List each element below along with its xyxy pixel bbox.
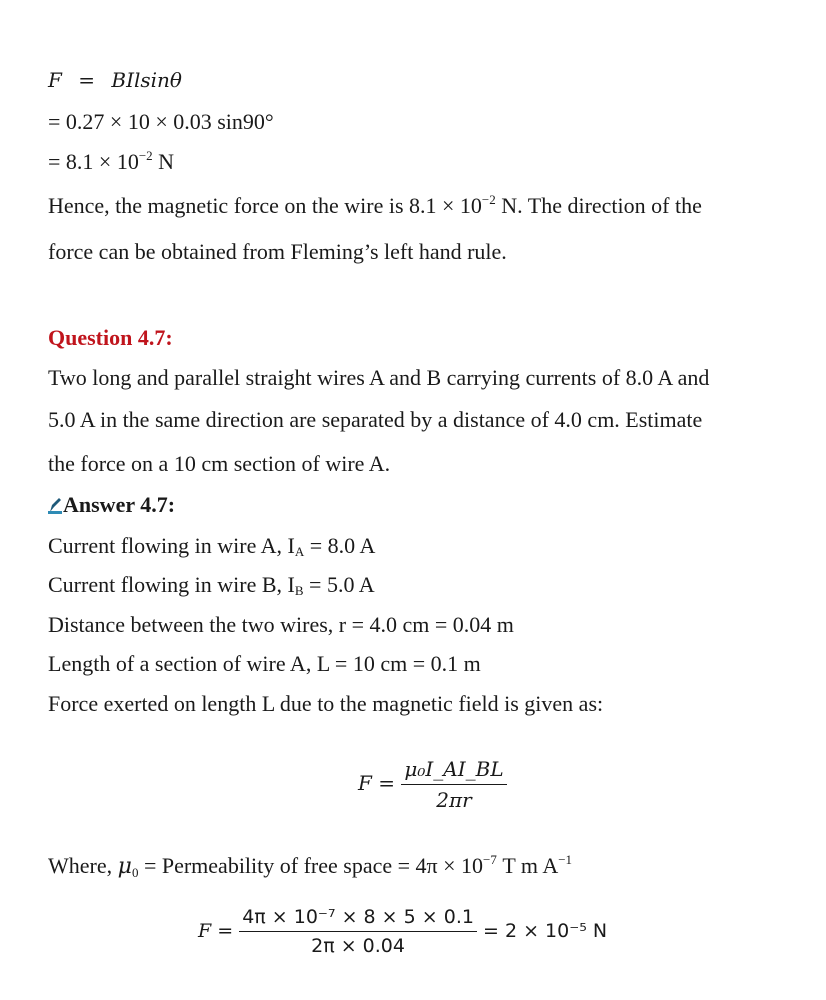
current-a-sub: A [294,544,305,559]
where-prefix: Where, [48,853,118,878]
question-line-1: Two long and parallel straight wires A and B carrying currents of 8.0 A and [48,365,710,390]
where-exp-1: −7 [483,852,497,867]
calc-numerator: 4π × 10⁻⁷ × 8 × 5 × 0.1 [242,906,474,928]
fraction-numerator: μ₀I_AI_BL [404,757,504,781]
calc-line-3-base: = 8.1 × 10 [48,149,139,174]
question-line-3: the force on a 10 cm section of wire A. [48,451,391,476]
force-formula-line [48,66,182,94]
formula-equals: = [78,68,96,92]
where-line [48,852,572,887]
calc-denominator: 2π × 0.04 [311,935,405,957]
fraction-lhs: F = [358,771,395,795]
answer-heading: Answer 4.7: [63,492,176,517]
final-calculation [198,906,607,957]
force-intro-line: Force exerted on length L due to the magnetic field is given as: [48,691,604,716]
pencil-icon [48,493,62,511]
current-a-line [48,532,375,560]
mu-subscript: 0 [131,865,139,880]
current-b-line [48,571,375,599]
fraction [401,757,506,812]
fraction-bar [401,784,506,785]
calc-line-3 [48,148,174,176]
where-definition: = Permeability of free space = 4π × 10 [138,853,484,878]
conclusion-text-b: N. The direction of the [495,193,702,218]
calc-fraction-bar [239,931,477,932]
formula-rhs: BIlsinθ [111,68,182,92]
calc-fraction [239,906,477,957]
formula-lhs: F [48,68,62,92]
length-line: Length of a section of wire A, L = 10 cm = 0.1 m [48,651,481,676]
where-exp-2: −1 [558,852,573,867]
where-units: T m A [496,853,559,878]
current-a-value: = 8.0 A [304,533,376,558]
current-b-sub: B [294,583,304,598]
mu-symbol: μ [117,854,132,879]
current-b-value: = 5.0 A [303,572,375,597]
conclusion-line-2: force can be obtained from Fleming’s left hand rule. [48,239,507,264]
question-heading: Question 4.7: [48,325,173,350]
calc-line-3-exp: −2 [138,148,153,163]
conclusion-exp: −2 [481,192,496,207]
calc-lhs: F = [198,920,234,942]
current-b-text: Current flowing in wire B, I [48,572,295,597]
calc-line-2: = 0.27 × 10 × 0.03 sin90° [48,109,274,134]
calc-line-3-unit: N [152,149,175,174]
calc-result: = 2 × 10⁻⁵ N [483,920,608,942]
conclusion-line-1 [48,192,702,220]
question-line-2: 5.0 A in the same direction are separated by a distance of 4.0 cm. Estimate [48,407,703,432]
distance-line: Distance between the two wires, r = 4.0 cm = 0.04 m [48,612,514,637]
answer-heading-row [48,491,175,519]
force-fraction-formula [358,757,507,812]
current-a-text: Current flowing in wire A, I [48,533,295,558]
fraction-denominator: 2πr [436,788,472,812]
conclusion-text-a: Hence, the magnetic force on the wire is 8.1 × 10 [48,193,482,218]
